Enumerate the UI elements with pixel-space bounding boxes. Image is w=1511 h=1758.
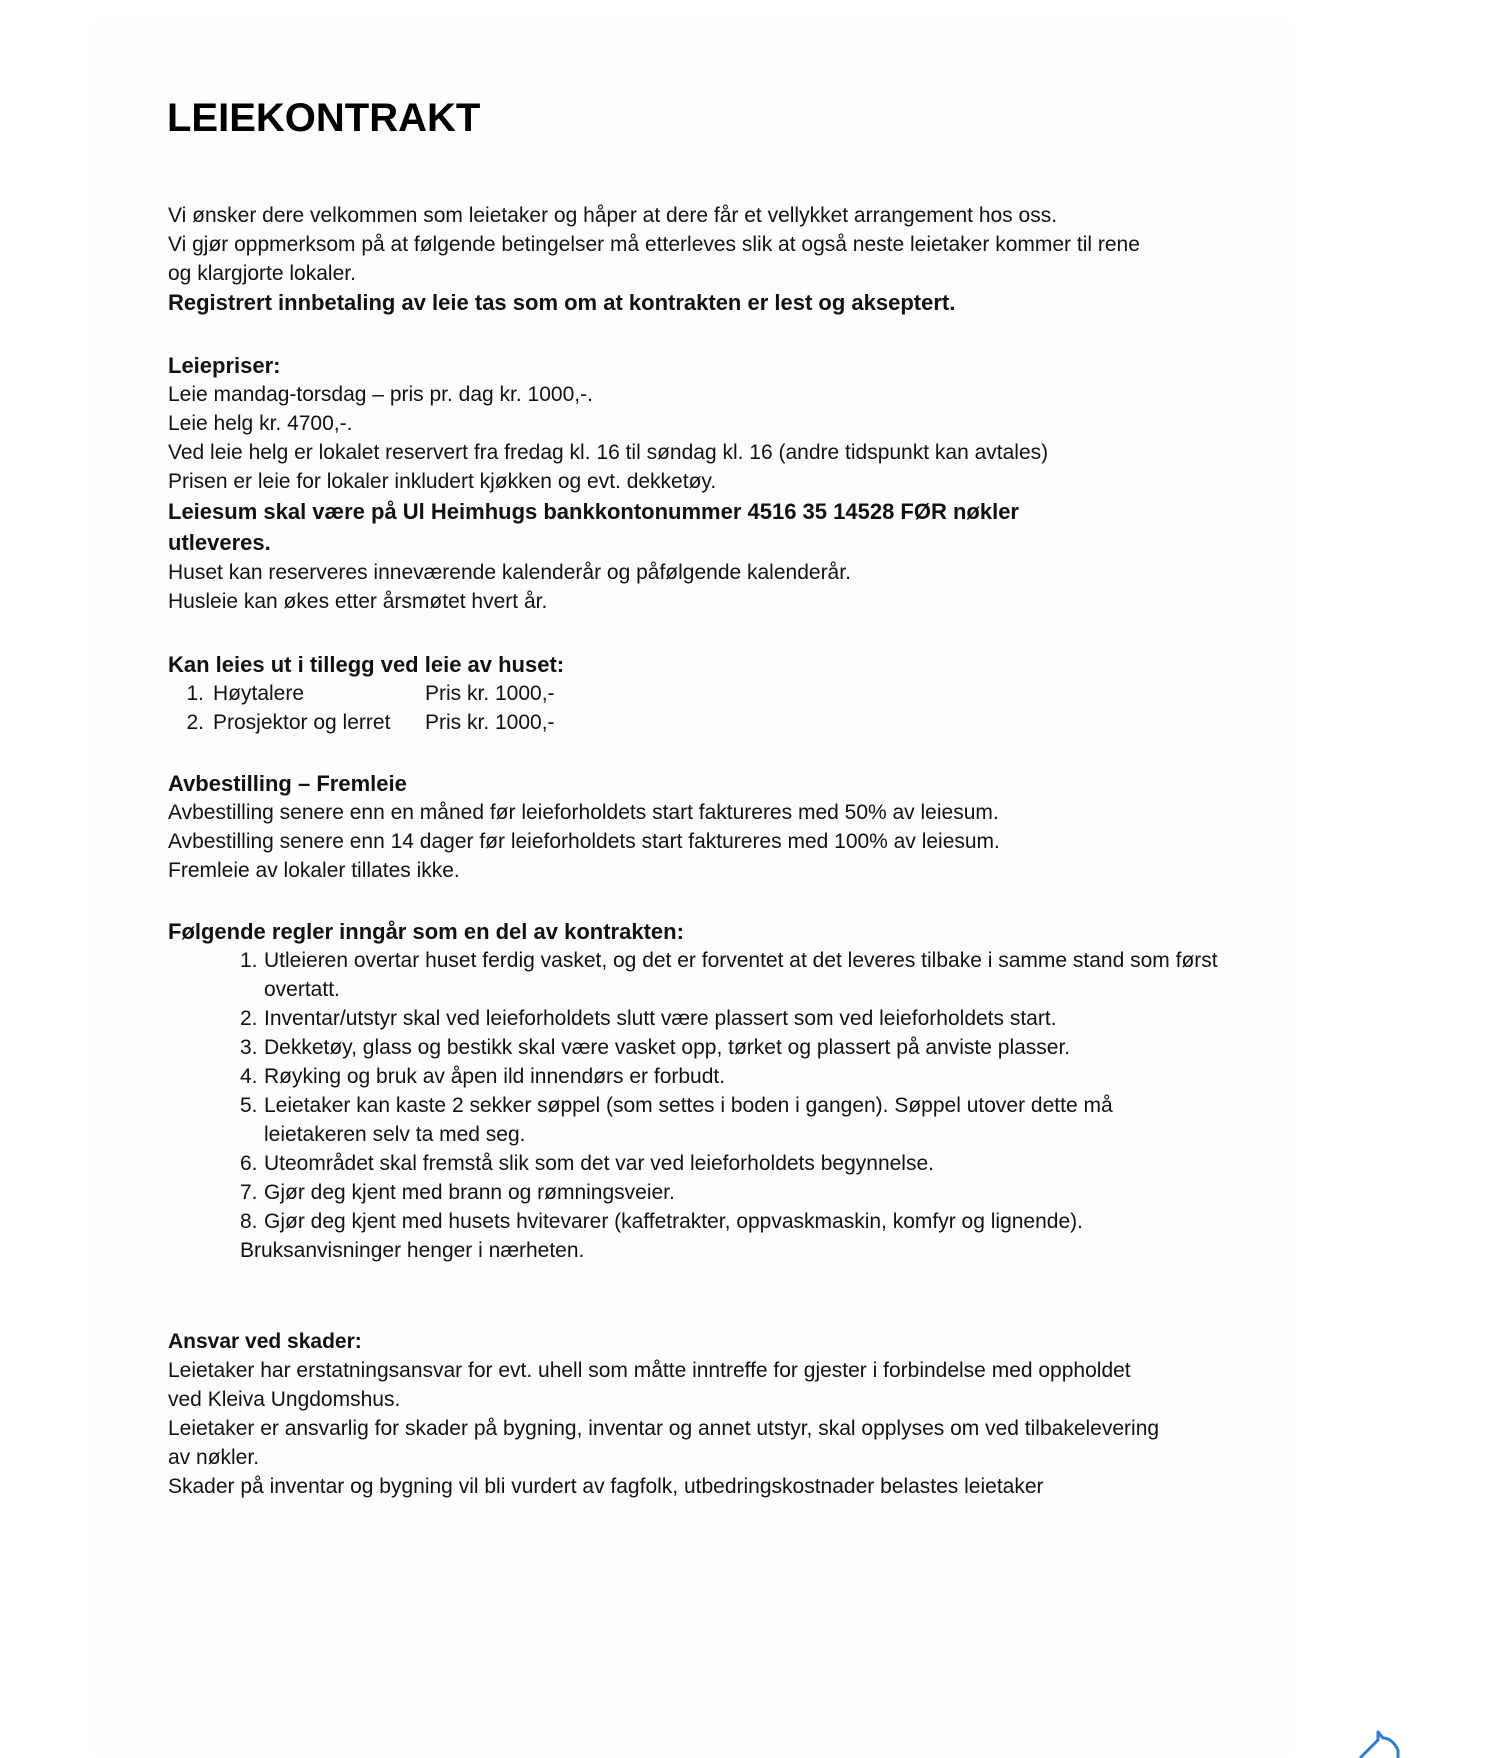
item-text: Røyking og bruk av åpen ild innendørs er forbudt.	[264, 1065, 726, 1088]
item-price: Pris kr. 1000,-	[425, 682, 555, 705]
list-item	[168, 1178, 1224, 1207]
section-heading: Følgende regler inngår som en del av kontrakten:	[168, 919, 684, 944]
text-line: Leietaker har erstatningsansvar for evt. uhell som måtte inntreffe for gjester i forbindelse med oppholdet	[168, 1359, 1131, 1382]
text-line: Huset kan reserveres inneværende kalenderår og påfølgende kalenderår.	[168, 561, 851, 584]
text-line: Avbestilling senere enn en måned før leieforholdets start faktureres med 50% av leiesum.	[168, 801, 999, 824]
text-line: Bruksanvisninger henger i nærheten.	[240, 1239, 585, 1262]
item-number: 5.	[240, 1094, 258, 1117]
item-number: 1.	[240, 949, 258, 972]
intro-line: Vi gjør oppmerksom på at følgende betingelser må etterleves slik at også neste leietaker kommer til rene	[168, 233, 1140, 256]
item-text: Gjør deg kjent med husets hvitevarer (kaffetrakter, oppvaskmaskin, komfyr og lignende).	[264, 1210, 1083, 1233]
list-item	[168, 1207, 1224, 1236]
item-number: 1.	[186, 682, 204, 705]
text-line: Prisen er leie for lokaler inkludert kjøkken og evt. dekketøy.	[168, 470, 717, 493]
text-line: Ved leie helg er lokalet reservert fra fredag kl. 16 til søndag kl. 16 (andre tidspunkt kan avtales)	[168, 441, 1049, 464]
rules-section	[168, 917, 1224, 1265]
section-heading: Ansvar ved skader:	[168, 1330, 362, 1353]
list-item	[168, 708, 564, 737]
item-text: Utleieren overtar huset ferdig vasket, og det er forventet at det leveres tilbake i samme stand som først overtatt.	[264, 949, 1218, 1001]
text-line: av nøkler.	[168, 1446, 260, 1469]
text-line: Leietaker er ansvarlig for skader på bygning, inventar og annet utstyr, skal opplyses om ved tilbakelevering	[168, 1417, 1160, 1440]
intro-line: og klargjorte lokaler.	[168, 262, 356, 285]
liability-section	[168, 1327, 1159, 1501]
item-text: Uteområdet skal fremstå slik som det var ved leieforholdets begynnelse.	[264, 1152, 934, 1175]
list-item	[168, 1062, 1224, 1091]
list-item	[168, 1149, 1224, 1178]
text-line: Avbestilling senere enn 14 dager før leieforholdets start faktureres med 100% av leiesum.	[168, 830, 1000, 853]
item-number: 3.	[240, 1036, 258, 1059]
item-number: 6.	[240, 1152, 258, 1175]
section-heading: Leiepriser:	[168, 353, 281, 378]
text-line: Leie helg kr. 4700,-.	[168, 412, 353, 435]
list-item	[168, 1033, 1224, 1062]
extras-section	[168, 650, 564, 737]
list-item	[168, 1004, 1224, 1033]
prices-section	[168, 351, 1048, 616]
section-heading: Avbestilling – Fremleie	[168, 771, 407, 796]
section-heading: Kan leies ut i tillegg ved leie av huset:	[168, 652, 565, 677]
bold-line: Leiesum skal være på Ul Heimhugs bankkontonummer 4516 35 14528 FØR nøkler	[168, 499, 1019, 524]
list-item	[168, 946, 1224, 1004]
item-text: Gjør deg kjent med brann og rømningsveier.	[264, 1181, 675, 1204]
bold-line: utleveres.	[168, 530, 271, 555]
list-item	[168, 679, 564, 708]
item-price: Pris kr. 1000,-	[425, 711, 555, 734]
intro-line: Vi ønsker dere velkommen som leietaker og håper at dere får et vellykket arrangement hos oss.	[168, 204, 1058, 227]
text-line: Fremleie av lokaler tillates ikke.	[168, 859, 460, 882]
text-line: ved Kleiva Ungdomshus.	[168, 1388, 401, 1411]
item-number: 7.	[240, 1181, 258, 1204]
document-title: LEIEKONTRAKT	[167, 96, 481, 140]
item-name: Høytalere	[213, 682, 305, 705]
intro-bold-line: Registrert innbetaling av leie tas som om at kontrakten er lest og akseptert.	[168, 290, 956, 315]
text-line: Leie mandag-torsdag – pris pr. dag kr. 1000,-.	[168, 383, 593, 406]
intro-section	[168, 201, 1140, 317]
item-text: Inventar/utstyr skal ved leieforholdets slutt være plassert som ved leieforholdets start.	[264, 1007, 1057, 1030]
item-number: 8.	[240, 1210, 258, 1233]
list-item	[168, 1091, 1224, 1149]
item-text: Dekketøy, glass og bestikk skal være vasket opp, tørket og plassert på anviste plasser.	[264, 1036, 1071, 1059]
share-icon[interactable]	[1350, 1728, 1410, 1758]
item-name: Prosjektor og lerret	[213, 711, 391, 734]
item-number: 4.	[240, 1065, 258, 1088]
text-line: Husleie kan økes etter årsmøtet hvert år.	[168, 590, 548, 613]
item-number: 2.	[240, 1007, 258, 1030]
item-number: 2.	[186, 711, 204, 734]
item-text: Leietaker kan kaste 2 sekker søppel (som settes i boden i gangen). Søppel utover dette må leietakeren selv ta med seg.	[264, 1094, 1113, 1146]
text-line: Skader på inventar og bygning vil bli vurdert av fagfolk, utbedringskostnader belastes leietaker	[168, 1475, 1044, 1498]
cancel-section	[168, 769, 1000, 885]
